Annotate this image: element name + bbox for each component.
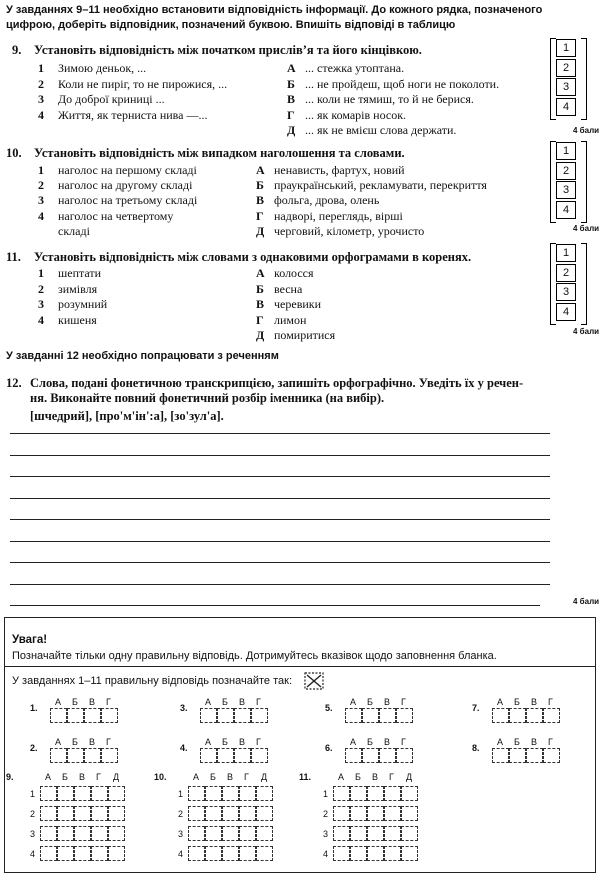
answer-cell[interactable] xyxy=(188,826,205,841)
answer-cell[interactable] xyxy=(188,846,205,861)
column-letter: Г xyxy=(96,772,101,782)
q9-right-letter: В xyxy=(287,92,296,106)
answer-cell[interactable] xyxy=(256,826,273,841)
answer-cell[interactable] xyxy=(108,806,125,821)
q9-left-num: 4 xyxy=(38,107,44,122)
q11-right-item: колосся xyxy=(274,266,314,280)
answer-cell[interactable] xyxy=(57,826,74,841)
q9-answer-box[interactable]: 3 xyxy=(556,78,576,96)
q10-left-num: 4 xyxy=(38,208,44,223)
writing-line[interactable] xyxy=(10,562,550,563)
column-letter: Б xyxy=(210,772,216,782)
q11-right-letter: Б xyxy=(256,281,264,296)
q9-title: Установіть відповідність між початком прислів’я та його кінцівкою. xyxy=(34,43,422,57)
q9-left-num: 2 xyxy=(38,76,44,91)
q10-title: Установіть відповідність між випадком наголошення та словами. xyxy=(34,146,405,160)
column-letter: Б xyxy=(222,697,228,707)
answer-cell[interactable] xyxy=(526,708,543,723)
answer-cell[interactable] xyxy=(396,748,413,763)
answer-cell[interactable] xyxy=(350,786,367,801)
q9-answer-box[interactable]: 2 xyxy=(556,59,576,77)
row-number: 3 xyxy=(30,829,36,839)
row-number: 2 xyxy=(323,809,329,819)
q10-number: 10. xyxy=(6,146,22,160)
answer-cell[interactable] xyxy=(379,748,396,763)
answer-cell[interactable] xyxy=(333,806,350,821)
writing-line[interactable] xyxy=(10,605,540,606)
column-letter: Б xyxy=(514,697,520,707)
answer-cell[interactable] xyxy=(200,748,217,763)
q9-right-item: ... стежка утоптана. xyxy=(305,61,405,75)
column-letter: В xyxy=(239,697,246,707)
answer-cell[interactable] xyxy=(74,786,91,801)
q10-right-letter: Б xyxy=(256,178,264,193)
q10-points: 4 бали xyxy=(573,224,600,233)
answer-cell[interactable] xyxy=(74,846,91,861)
mark-instruction: У завданнях 1–11 правильну відповідь позначайте так: xyxy=(12,675,292,687)
task-number: 4. xyxy=(180,743,188,753)
q11-right-letter: А xyxy=(256,266,265,280)
writing-line[interactable] xyxy=(10,455,550,456)
q9-left-item: Коли не пиріг, то не пирожися, ... xyxy=(58,76,228,91)
row-number: 2 xyxy=(178,809,184,819)
answer-cell[interactable] xyxy=(362,748,379,763)
column-letter: Д xyxy=(261,772,268,782)
q10-left-item: наголос на другому складі xyxy=(58,178,193,193)
answer-cell[interactable] xyxy=(91,826,108,841)
answer-cell[interactable] xyxy=(222,806,239,821)
answer-cell[interactable] xyxy=(350,806,367,821)
q12-line1: Слова, подані фонетичною транскрипцією, запишіть орфографічно. Уведіть їх у речен- xyxy=(30,376,524,390)
q12-points: 4 бали xyxy=(573,597,600,606)
writing-line[interactable] xyxy=(10,584,550,585)
column-letter: В xyxy=(372,772,379,782)
writing-line[interactable] xyxy=(10,433,550,434)
answer-cell[interactable] xyxy=(367,826,384,841)
column-letter: Г xyxy=(106,737,111,747)
writing-line[interactable] xyxy=(10,476,550,477)
column-letter: В xyxy=(384,697,391,707)
answer-cell[interactable] xyxy=(543,708,560,723)
column-letter: В xyxy=(89,737,96,747)
q11-right-letter: Г xyxy=(256,312,264,327)
answer-cell[interactable] xyxy=(200,708,217,723)
q10-left-item: наголос на третьому складі xyxy=(58,193,198,208)
column-letter: А xyxy=(205,697,212,707)
q11-right-letter: В xyxy=(256,297,265,311)
q10-answer-box[interactable]: 1 xyxy=(556,142,576,160)
answer-cell[interactable] xyxy=(217,708,234,723)
q11-title: Установіть відповідність між словами з однаковими орфограмами в коренях. xyxy=(34,250,472,264)
column-letter: Д xyxy=(113,772,120,782)
q9-right-item: ... як комарів носок. xyxy=(305,107,407,122)
q10-answer-box[interactable]: 2 xyxy=(556,162,576,180)
answer-cell[interactable] xyxy=(350,846,367,861)
q10-right-letter: В xyxy=(256,193,265,208)
answer-cell[interactable] xyxy=(256,846,273,861)
q10-right-item: ненависть, фартух, новий xyxy=(274,163,405,177)
answer-cell[interactable] xyxy=(345,748,362,763)
column-letter: А xyxy=(497,737,504,747)
answer-cell[interactable] xyxy=(350,826,367,841)
q10-right-item: надворі, переглядь, вірші xyxy=(274,208,403,223)
section-intro: У завданнях 9–11 необхідно встановити відповідність інформації. До кожного рядка, позначеного цифрою, доберіть відповідник, позначений буквою. Впишіть відповіді в таблицю xyxy=(6,4,543,31)
row-number: 1 xyxy=(178,789,184,799)
q11-points: 4 бали xyxy=(573,327,600,336)
answer-cell[interactable] xyxy=(40,806,57,821)
answer-cell[interactable] xyxy=(509,708,526,723)
answer-cell[interactable] xyxy=(401,786,418,801)
answer-cell[interactable] xyxy=(57,846,74,861)
q10-left-num: 1 xyxy=(38,163,44,177)
answer-cell[interactable] xyxy=(40,826,57,841)
column-letter: Б xyxy=(367,697,373,707)
column-letter: Г xyxy=(401,737,406,747)
answer-cell[interactable] xyxy=(251,708,268,723)
q12-number: 12. xyxy=(6,376,22,390)
row-number: 1 xyxy=(323,789,329,799)
q9-points: 4 бали xyxy=(573,126,600,135)
column-letter: Г xyxy=(244,772,249,782)
column-letter: А xyxy=(193,772,200,782)
q11-left-item: кишеня xyxy=(58,312,97,327)
q11-left-item: розумний xyxy=(58,297,108,311)
answer-cell[interactable] xyxy=(74,806,91,821)
q10-left-num: 2 xyxy=(38,178,44,193)
q9-left-item: Зимою деньок, ... xyxy=(58,61,147,75)
q9-right-letter: Г xyxy=(287,107,295,122)
answer-cell[interactable] xyxy=(84,748,101,763)
answer-cell[interactable] xyxy=(222,846,239,861)
answer-cell[interactable] xyxy=(384,826,401,841)
answer-cell[interactable] xyxy=(492,708,509,723)
q10-left-item: наголос на першому складі xyxy=(58,163,197,177)
q11-bracket-right xyxy=(581,243,587,325)
q9-left-item: Життя, як терниста нива —... xyxy=(58,107,208,122)
answer-cell[interactable] xyxy=(67,708,84,723)
section12-heading: У завданні 12 необхідно попрацювати з реченням xyxy=(6,350,279,362)
column-letter: Б xyxy=(72,737,78,747)
answer-cell[interactable] xyxy=(256,806,273,821)
answer-cell[interactable] xyxy=(217,748,234,763)
q11-right-item: помиритися xyxy=(274,328,336,342)
column-letter: В xyxy=(531,737,538,747)
answer-cell[interactable] xyxy=(205,826,222,841)
writing-line[interactable] xyxy=(10,498,550,499)
q11-right-item: черевики xyxy=(274,297,322,311)
answer-cell[interactable] xyxy=(333,846,350,861)
q9-answer-box[interactable]: 4 xyxy=(556,98,576,116)
column-letter: Г xyxy=(256,737,261,747)
column-letter: А xyxy=(350,737,357,747)
task-number: 1. xyxy=(30,703,38,713)
attention-text: Позначайте тільки одну правильну відповідь. Дотримуйтесь вказівок щодо заповнення бланка. xyxy=(12,650,497,662)
q9-left-num: 1 xyxy=(38,61,44,75)
q9-left-item: До доброї криниці ... xyxy=(58,92,165,106)
q11-left-item: шептати xyxy=(58,266,102,280)
answer-cell[interactable] xyxy=(101,708,118,723)
answer-cell[interactable] xyxy=(333,786,350,801)
column-letter: В xyxy=(384,737,391,747)
q12-line2: ня. Виконайте повний фонетичний розбір іменника (на вибір). xyxy=(30,391,385,405)
answer-cell[interactable] xyxy=(91,786,108,801)
task-number: 8. xyxy=(472,743,480,753)
answer-cell[interactable] xyxy=(362,708,379,723)
column-letter: Б xyxy=(222,737,228,747)
answer-cell[interactable] xyxy=(509,748,526,763)
row-number: 3 xyxy=(323,829,329,839)
q10-left-num: 3 xyxy=(38,193,44,208)
answer-cell[interactable] xyxy=(401,806,418,821)
task-number: 5. xyxy=(325,703,333,713)
row-number: 3 xyxy=(178,829,184,839)
q11-left-num: 1 xyxy=(38,266,44,280)
row-number: 4 xyxy=(178,849,184,859)
answer-cell[interactable] xyxy=(333,826,350,841)
column-letter: А xyxy=(45,772,52,782)
answer-cell[interactable] xyxy=(234,748,251,763)
q10-right-letter: Г xyxy=(256,208,264,223)
q10-answer-box[interactable]: 4 xyxy=(556,201,576,219)
q10-right-letter: Д xyxy=(256,223,265,238)
q11-left-item: зимівля xyxy=(58,281,98,296)
answer-cell[interactable] xyxy=(57,806,74,821)
answer-cell[interactable] xyxy=(492,748,509,763)
row-number: 2 xyxy=(30,809,36,819)
answer-cell[interactable] xyxy=(367,846,384,861)
column-letter: А xyxy=(338,772,345,782)
q9-right-item: ... коли не тямиш, то й не берися. xyxy=(305,92,474,106)
writing-line[interactable] xyxy=(10,519,550,520)
column-letter: В xyxy=(239,737,246,747)
q11-left-num: 3 xyxy=(38,297,44,311)
q11-answer-box[interactable]: 3 xyxy=(556,283,576,301)
column-letter: А xyxy=(55,697,62,707)
column-letter: Г xyxy=(548,697,553,707)
q11-number: 11. xyxy=(6,250,21,264)
answer-cell[interactable] xyxy=(345,708,362,723)
column-letter: Б xyxy=(355,772,361,782)
answer-cell[interactable] xyxy=(188,806,205,821)
answer-cell[interactable] xyxy=(384,786,401,801)
column-letter: Б xyxy=(514,737,520,747)
task-number: 10. xyxy=(154,772,167,782)
answer-cell[interactable] xyxy=(401,826,418,841)
answer-cell[interactable] xyxy=(256,786,273,801)
answer-cell[interactable] xyxy=(543,748,560,763)
q11-answer-box[interactable]: 2 xyxy=(556,264,576,282)
q11-answer-box[interactable]: 1 xyxy=(556,244,576,262)
column-letter: Г xyxy=(106,697,111,707)
q9-right-item: ... як не вмієш слова держати. xyxy=(305,123,457,137)
answer-cell[interactable] xyxy=(222,786,239,801)
answer-cell[interactable] xyxy=(251,748,268,763)
row-number: 1 xyxy=(30,789,36,799)
q10-right-letter: А xyxy=(256,163,265,177)
task-number: 3. xyxy=(180,703,188,713)
answer-cell[interactable] xyxy=(396,708,413,723)
q9-number: 9. xyxy=(12,43,22,57)
column-letter: Г xyxy=(401,697,406,707)
q10-answer-box[interactable]: 3 xyxy=(556,181,576,199)
answer-cell[interactable] xyxy=(108,846,125,861)
attention-title: Увага! xyxy=(12,634,48,646)
answer-cell[interactable] xyxy=(50,748,67,763)
column-letter: В xyxy=(227,772,234,782)
answer-cell[interactable] xyxy=(367,806,384,821)
q9-answer-box[interactable]: 1 xyxy=(556,39,576,57)
q10-right-item: фольга, дрова, олень xyxy=(274,193,380,208)
column-letter: А xyxy=(55,737,62,747)
answer-cell[interactable] xyxy=(91,846,108,861)
answer-cell[interactable] xyxy=(74,826,91,841)
column-letter: Д xyxy=(406,772,413,782)
answer-cell[interactable] xyxy=(84,708,101,723)
q11-right-item: весна xyxy=(274,281,303,296)
answer-cell[interactable] xyxy=(401,846,418,861)
row-number: 4 xyxy=(323,849,329,859)
q10-right-item: праукраїнський, рекламувати, перекриття xyxy=(274,178,487,193)
q11-right-item: лимон xyxy=(274,312,307,327)
column-letter: А xyxy=(205,737,212,747)
writing-line[interactable] xyxy=(10,541,550,542)
q9-right-item: ... не пройдеш, щоб ноги не поколоти. xyxy=(305,76,500,91)
q11-right-letter: Д xyxy=(256,328,265,342)
column-letter: А xyxy=(497,697,504,707)
task-number: 2. xyxy=(30,743,38,753)
answer-cell[interactable] xyxy=(108,826,125,841)
answer-cell[interactable] xyxy=(239,806,256,821)
q12-transcription: [шчедрий], [про'м'ін':а], [зо'зул'а]. xyxy=(30,409,224,423)
answer-cell[interactable] xyxy=(239,786,256,801)
column-letter: А xyxy=(350,697,357,707)
answer-cell[interactable] xyxy=(379,708,396,723)
column-letter: Б xyxy=(62,772,68,782)
q9-right-letter: А xyxy=(287,61,296,75)
column-letter: Г xyxy=(256,697,261,707)
answer-cell[interactable] xyxy=(234,708,251,723)
cross-mark-icon xyxy=(304,672,324,690)
q9-bracket-right xyxy=(581,38,587,120)
answer-cell[interactable] xyxy=(67,748,84,763)
q10-left-item: складі xyxy=(58,223,90,238)
row-number: 4 xyxy=(30,849,36,859)
q11-left-num: 4 xyxy=(38,312,44,327)
answer-cell[interactable] xyxy=(205,846,222,861)
column-letter: В xyxy=(89,697,96,707)
column-letter: В xyxy=(531,697,538,707)
column-letter: В xyxy=(79,772,86,782)
answer-cell[interactable] xyxy=(57,786,74,801)
answer-cell[interactable] xyxy=(40,846,57,861)
answer-cell[interactable] xyxy=(222,826,239,841)
answer-cell[interactable] xyxy=(239,826,256,841)
answer-cell[interactable] xyxy=(384,846,401,861)
column-letter: Г xyxy=(548,737,553,747)
answer-cell[interactable] xyxy=(384,806,401,821)
answer-cell[interactable] xyxy=(108,786,125,801)
answer-cell[interactable] xyxy=(205,786,222,801)
q9-left-num: 3 xyxy=(38,92,44,106)
q11-left-num: 2 xyxy=(38,281,44,296)
q10-left-item: наголос на четвертому xyxy=(58,208,174,223)
task-number: 11. xyxy=(299,772,312,782)
answer-cell[interactable] xyxy=(205,806,222,821)
q9-right-letter: Б xyxy=(287,76,295,91)
column-letter: Б xyxy=(367,737,373,747)
task-number: 6. xyxy=(325,743,333,753)
column-letter: Б xyxy=(72,697,78,707)
answer-cell[interactable] xyxy=(367,786,384,801)
answer-cell[interactable] xyxy=(239,846,256,861)
answer-cell[interactable] xyxy=(50,708,67,723)
answer-cell[interactable] xyxy=(526,748,543,763)
q10-right-item: черговий, кілометр, урочисто xyxy=(274,223,425,238)
q10-bracket-right xyxy=(581,141,587,223)
column-letter: Г xyxy=(389,772,394,782)
task-number: 9. xyxy=(6,772,14,782)
answer-cell[interactable] xyxy=(101,748,118,763)
answer-cell[interactable] xyxy=(188,786,205,801)
task-number: 7. xyxy=(472,703,480,713)
q11-answer-box[interactable]: 4 xyxy=(556,303,576,321)
answer-cell[interactable] xyxy=(91,806,108,821)
answer-cell[interactable] xyxy=(40,786,57,801)
q9-right-letter: Д xyxy=(287,123,296,137)
sheet-divider xyxy=(4,666,596,667)
